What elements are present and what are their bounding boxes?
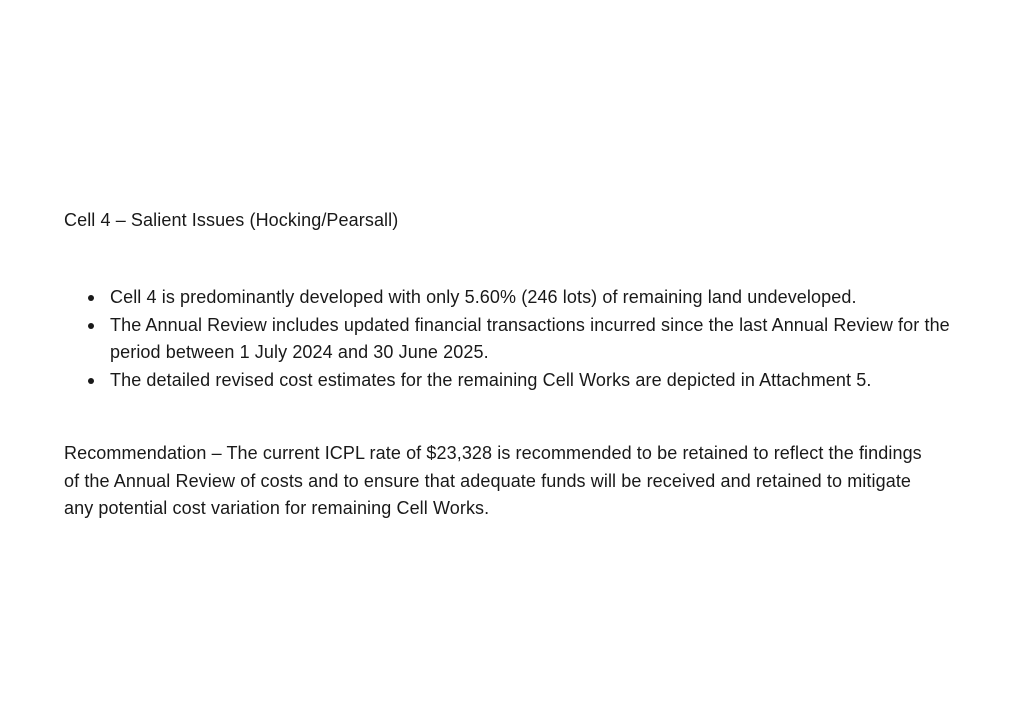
section-heading: Cell 4 – Salient Issues (Hocking/Pearsall) [64, 210, 399, 230]
bullet-icon [88, 295, 94, 301]
list-item [64, 367, 956, 395]
bullet-icon [88, 323, 94, 329]
recommendation-paragraph: Recommendation – The current ICPL rate of $23,328 is recommended to be retained to reflect the findings of the Annual Review of costs and to ensure that adequate funds will be received and retained to mitigate any potential cost variation for remaining Cell Works. [64, 443, 922, 518]
bullet-icon [88, 378, 94, 384]
list-item-text: The detailed revised cost estimates for the remaining Cell Works are depicted in Attachment 5. [110, 369, 872, 390]
list-item [64, 284, 956, 312]
list-item-text: The Annual Review includes updated financial transactions incurred since the last Annual Review for the period between 1 July 2024 and 30 June 2025. [110, 314, 950, 362]
list-item-text: Cell 4 is predominantly developed with only 5.60% (246 lots) of remaining land undeveloped. [110, 287, 857, 307]
list-item [64, 312, 956, 367]
bullet-list [64, 284, 956, 394]
document-content [64, 206, 956, 523]
